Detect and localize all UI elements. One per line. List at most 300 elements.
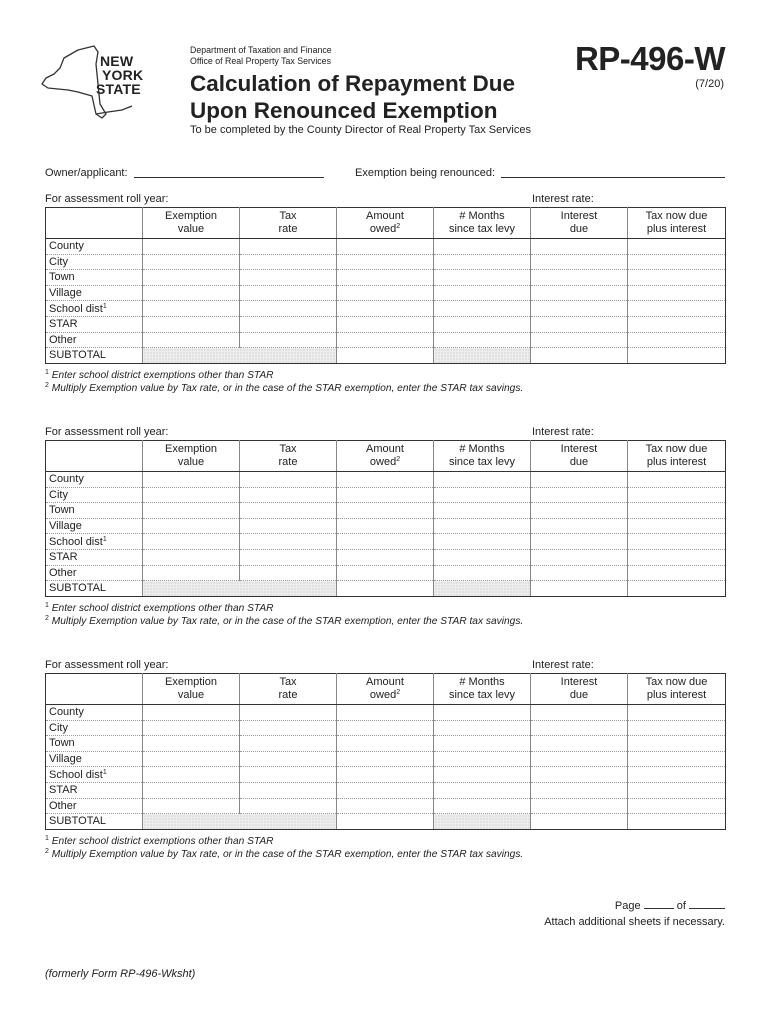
assessment-section-1 [45, 193, 725, 418]
entry-cell[interactable] [531, 332, 628, 348]
entry-cell[interactable] [143, 705, 240, 721]
column-header-line-2 [434, 456, 530, 469]
entry-cell[interactable] [628, 316, 726, 332]
attach-note: Attach additional sheets if necessary. [544, 916, 725, 928]
assessment-year-label: For assessment roll year: [45, 659, 169, 671]
page-of: of [676, 900, 686, 912]
owner-label: Owner/applicant: [45, 167, 128, 179]
row-label [46, 565, 143, 581]
table-row [46, 316, 726, 332]
entry-cell[interactable] [434, 767, 531, 783]
entry-cell[interactable] [337, 332, 434, 348]
column-header-text: value [177, 689, 205, 701]
entry-cell[interactable] [628, 782, 726, 798]
row-label [46, 751, 143, 767]
column-header-line-2 [434, 689, 530, 702]
column-header-line-2 [628, 223, 725, 236]
column-header-line-1: Tax now due [645, 443, 708, 455]
entry-cell[interactable] [143, 751, 240, 767]
footnote-number: 2 [45, 848, 49, 855]
column-header [531, 208, 628, 239]
column-header [143, 674, 240, 705]
entry-cell[interactable] [531, 720, 628, 736]
entry-cell[interactable] [434, 270, 531, 286]
footnote-number: 2 [45, 615, 49, 622]
entry-cell[interactable] [531, 316, 628, 332]
column-header [240, 441, 337, 472]
table-row [46, 348, 726, 364]
entry-cell[interactable] [143, 720, 240, 736]
assessment-section-3 [45, 659, 725, 884]
entry-cell[interactable] [531, 565, 628, 581]
footnote-ref: 2 [396, 456, 401, 463]
entry-cell[interactable] [240, 270, 337, 286]
column-header-text: plus interest [646, 689, 707, 701]
row-label-text: City [49, 488, 68, 501]
entry-cell[interactable] [434, 720, 531, 736]
entry-cell[interactable] [337, 705, 434, 721]
entry-cell[interactable] [628, 472, 726, 488]
entry-cell[interactable] [240, 239, 337, 255]
row-label-text: County [49, 706, 84, 719]
entry-cell[interactable] [240, 316, 337, 332]
entry-cell[interactable] [434, 565, 531, 581]
entry-cell[interactable] [240, 534, 337, 550]
logo-text-york: YORK [102, 67, 144, 83]
entry-cell[interactable] [143, 487, 240, 503]
entry-cell[interactable] [434, 254, 531, 270]
entry-cell[interactable] [628, 581, 726, 597]
entry-cell[interactable] [628, 270, 726, 286]
entry-cell[interactable] [531, 239, 628, 255]
table-row [46, 518, 726, 534]
footnote-1 [45, 370, 274, 381]
column-header [143, 441, 240, 472]
entry-cell[interactable] [240, 254, 337, 270]
row-label [46, 518, 143, 534]
entry-cell[interactable] [531, 534, 628, 550]
footnote-text: Multiply Exemption value by Tax rate, or in the case of the STAR exemption, enter the STAR tax savings. [51, 616, 524, 627]
column-header [143, 208, 240, 239]
entry-cell[interactable] [434, 239, 531, 255]
footnote-1 [45, 836, 274, 847]
entry-cell[interactable] [337, 581, 434, 597]
column-header-line-1: Interest [560, 676, 598, 688]
entry-cell[interactable] [628, 798, 726, 814]
entry-cell[interactable] [531, 798, 628, 814]
footnote-number: 1 [45, 602, 49, 609]
owner-field[interactable] [134, 177, 324, 178]
repayment-table [45, 207, 726, 364]
column-header-line-2 [628, 689, 725, 702]
column-header [337, 208, 434, 239]
entry-cell[interactable] [337, 503, 434, 519]
column-header [46, 674, 143, 705]
entry-cell[interactable] [143, 270, 240, 286]
column-header-line-2 [337, 223, 433, 236]
row-label [46, 301, 143, 317]
repayment-table [45, 440, 726, 597]
column-header-line-1: Tax now due [645, 676, 708, 688]
entry-cell[interactable] [337, 285, 434, 301]
shaded-cell [143, 814, 337, 830]
table-row [46, 239, 726, 255]
column-header-line-1: Tax [279, 443, 297, 455]
entry-cell[interactable] [240, 767, 337, 783]
entry-cell[interactable] [240, 301, 337, 317]
column-header-line-2 [434, 223, 530, 236]
entry-cell[interactable] [531, 705, 628, 721]
column-header [240, 674, 337, 705]
entry-cell[interactable] [337, 549, 434, 565]
column-header [337, 674, 434, 705]
entry-cell[interactable] [240, 472, 337, 488]
page-subtitle: To be completed by the County Director of Real Property Tax Services [190, 124, 531, 136]
row-label-text: School dist [49, 302, 103, 315]
column-header-text: due [569, 689, 589, 701]
entry-cell[interactable] [531, 581, 628, 597]
row-label [46, 767, 143, 783]
column-header-line-2 [531, 689, 627, 702]
entry-cell[interactable] [337, 782, 434, 798]
page-number-field[interactable] [644, 898, 674, 909]
entry-cell[interactable] [337, 751, 434, 767]
entry-cell[interactable] [337, 767, 434, 783]
row-label [46, 239, 143, 255]
entry-cell[interactable] [531, 301, 628, 317]
row-label-text: STAR [49, 551, 78, 564]
entry-cell[interactable] [531, 782, 628, 798]
column-header [628, 441, 726, 472]
column-header-text: value [177, 456, 205, 468]
footnote-2 [45, 383, 523, 394]
page-total-field[interactable] [689, 898, 725, 909]
column-header-line-1: Amount [366, 210, 404, 222]
column-header-line-2 [337, 689, 433, 702]
entry-cell[interactable] [143, 767, 240, 783]
row-label [46, 472, 143, 488]
entry-cell[interactable] [628, 301, 726, 317]
column-header-line-2 [240, 456, 336, 469]
row-label-text: STAR [49, 318, 78, 331]
column-header-text: owed [369, 689, 397, 701]
row-label [46, 348, 143, 364]
table-row [46, 565, 726, 581]
entry-cell[interactable] [337, 518, 434, 534]
entry-cell[interactable] [240, 751, 337, 767]
entry-cell[interactable] [240, 782, 337, 798]
table-row [46, 814, 726, 830]
entry-cell[interactable] [434, 518, 531, 534]
entry-cell[interactable] [434, 705, 531, 721]
table-header-row [46, 208, 726, 239]
entry-cell[interactable] [628, 767, 726, 783]
entry-cell[interactable] [143, 285, 240, 301]
entry-cell[interactable] [628, 332, 726, 348]
row-label-text: City [49, 721, 68, 734]
row-label [46, 705, 143, 721]
row-label [46, 782, 143, 798]
footnote-ref: 2 [396, 223, 401, 230]
row-label-text: County [49, 240, 84, 253]
entry-cell[interactable] [143, 534, 240, 550]
entry-cell[interactable] [337, 316, 434, 332]
entry-cell[interactable] [628, 239, 726, 255]
column-header-line-2 [240, 223, 336, 236]
entry-cell[interactable] [531, 736, 628, 752]
entry-cell[interactable] [531, 254, 628, 270]
repayment-table [45, 673, 726, 830]
column-header-text: since tax levy [448, 456, 516, 468]
entry-cell[interactable] [531, 767, 628, 783]
footnote-text: Enter school district exemptions other than STAR [51, 836, 274, 847]
logo-text-state: STATE [96, 81, 141, 97]
footnote-2 [45, 616, 523, 627]
entry-cell[interactable] [628, 565, 726, 581]
entry-cell[interactable] [337, 487, 434, 503]
entry-cell[interactable] [628, 487, 726, 503]
row-label [46, 534, 143, 550]
entry-cell[interactable] [531, 472, 628, 488]
entry-cell[interactable] [531, 518, 628, 534]
entry-cell[interactable] [434, 736, 531, 752]
entry-cell[interactable] [628, 348, 726, 364]
column-header-line-1: Amount [366, 676, 404, 688]
entry-cell[interactable] [143, 239, 240, 255]
row-label [46, 270, 143, 286]
entry-cell[interactable] [240, 736, 337, 752]
office-name: Office of Real Property Tax Services [190, 56, 331, 66]
entry-cell[interactable] [434, 487, 531, 503]
exemption-renounced-field[interactable] [501, 177, 725, 178]
entry-cell[interactable] [434, 751, 531, 767]
shaded-cell [143, 581, 337, 597]
footnote-text: Enter school district exemptions other than STAR [51, 370, 274, 381]
entry-cell[interactable] [337, 814, 434, 830]
entry-cell[interactable] [240, 503, 337, 519]
table-row [46, 270, 726, 286]
entry-cell[interactable] [628, 720, 726, 736]
shaded-cell [434, 348, 531, 364]
entry-cell[interactable] [337, 270, 434, 286]
exemption-renounced-label: Exemption being renounced: [355, 167, 496, 179]
column-header-text: plus interest [646, 223, 707, 235]
column-header-text: due [569, 223, 589, 235]
entry-cell[interactable] [434, 503, 531, 519]
row-label-text: Village [49, 520, 82, 533]
entry-cell[interactable] [337, 254, 434, 270]
page-title [190, 70, 515, 124]
column-header [434, 208, 531, 239]
footnote-number: 1 [45, 835, 49, 842]
entry-cell[interactable] [143, 736, 240, 752]
entry-cell[interactable] [240, 798, 337, 814]
logo-text-new: NEW [100, 53, 134, 69]
entry-cell[interactable] [434, 301, 531, 317]
entry-cell[interactable] [337, 720, 434, 736]
column-header-text: since tax levy [448, 689, 516, 701]
entry-cell[interactable] [531, 487, 628, 503]
table-row [46, 487, 726, 503]
entry-cell[interactable] [434, 798, 531, 814]
entry-cell[interactable] [628, 705, 726, 721]
entry-cell[interactable] [143, 332, 240, 348]
table-row [46, 581, 726, 597]
entry-cell[interactable] [240, 565, 337, 581]
column-header-line-1: Interest [560, 443, 598, 455]
entry-cell[interactable] [337, 534, 434, 550]
entry-cell[interactable] [143, 503, 240, 519]
entry-cell[interactable] [531, 814, 628, 830]
column-header-line-1: Tax [279, 210, 297, 222]
footnote-1 [45, 603, 274, 614]
entry-cell[interactable] [143, 782, 240, 798]
entry-cell[interactable] [143, 316, 240, 332]
entry-cell[interactable] [531, 285, 628, 301]
row-label [46, 720, 143, 736]
column-header-text: rate [278, 456, 298, 468]
row-label-text: School dist [49, 768, 103, 781]
entry-cell[interactable] [628, 534, 726, 550]
entry-cell[interactable] [337, 565, 434, 581]
form-number: RP-496-W [574, 40, 725, 77]
entry-cell[interactable] [628, 736, 726, 752]
entry-cell[interactable] [143, 472, 240, 488]
table-row [46, 332, 726, 348]
entry-cell[interactable] [531, 503, 628, 519]
entry-cell[interactable] [434, 332, 531, 348]
entry-cell[interactable] [240, 518, 337, 534]
row-label [46, 487, 143, 503]
entry-cell[interactable] [337, 798, 434, 814]
row-label [46, 549, 143, 565]
assessment-year-label: For assessment roll year: [45, 426, 169, 438]
entry-cell[interactable] [143, 549, 240, 565]
column-header [337, 441, 434, 472]
entry-cell[interactable] [240, 285, 337, 301]
column-header-text: plus interest [646, 456, 707, 468]
column-header-line-2 [531, 456, 627, 469]
entry-cell[interactable] [143, 518, 240, 534]
entry-cell[interactable] [531, 270, 628, 286]
entry-cell[interactable] [434, 316, 531, 332]
entry-cell[interactable] [337, 736, 434, 752]
entry-cell[interactable] [628, 254, 726, 270]
column-header-line-1: Exemption [165, 210, 217, 222]
row-label [46, 814, 143, 830]
entry-cell[interactable] [628, 549, 726, 565]
footnote-ref: 1 [102, 302, 107, 310]
table-header-row [46, 674, 726, 705]
shaded-cell [143, 348, 337, 364]
entry-cell[interactable] [337, 472, 434, 488]
entry-cell[interactable] [628, 503, 726, 519]
row-label-text: Other [49, 566, 77, 579]
entry-cell[interactable] [628, 751, 726, 767]
table-row [46, 254, 726, 270]
entry-cell[interactable] [531, 348, 628, 364]
entry-cell[interactable] [434, 782, 531, 798]
column-header [46, 208, 143, 239]
entry-cell[interactable] [337, 301, 434, 317]
entry-cell[interactable] [434, 534, 531, 550]
entry-cell[interactable] [337, 239, 434, 255]
column-header-line-1: # Months [459, 443, 505, 455]
table-row [46, 534, 726, 550]
column-header-line-1: Exemption [165, 676, 217, 688]
shaded-cell [434, 814, 531, 830]
entry-cell[interactable] [628, 814, 726, 830]
entry-cell[interactable] [434, 549, 531, 565]
column-header-text: rate [278, 223, 298, 235]
column-header-text: rate [278, 689, 298, 701]
entry-cell[interactable] [628, 518, 726, 534]
table-row [46, 705, 726, 721]
entry-cell[interactable] [143, 254, 240, 270]
footnote-text: Enter school district exemptions other than STAR [51, 603, 274, 614]
column-header-text: value [177, 223, 205, 235]
entry-cell[interactable] [531, 751, 628, 767]
row-label [46, 332, 143, 348]
entry-cell[interactable] [240, 549, 337, 565]
column-header-line-1: # Months [459, 210, 505, 222]
assessment-year-label: For assessment roll year: [45, 193, 169, 205]
column-header-line-1: Tax [279, 676, 297, 688]
entry-cell[interactable] [240, 705, 337, 721]
row-label-text: County [49, 473, 84, 486]
entry-cell[interactable] [143, 565, 240, 581]
column-header-text: owed [369, 456, 397, 468]
footnote-ref: 1 [102, 535, 107, 543]
footnote-ref: 1 [102, 768, 107, 776]
column-header-line-2 [240, 689, 336, 702]
entry-cell[interactable] [337, 348, 434, 364]
entry-cell[interactable] [240, 720, 337, 736]
column-header [434, 441, 531, 472]
department-block [190, 45, 332, 67]
row-label [46, 798, 143, 814]
column-header-line-2 [143, 223, 239, 236]
entry-cell[interactable] [531, 549, 628, 565]
entry-cell[interactable] [240, 487, 337, 503]
entry-cell[interactable] [434, 285, 531, 301]
table-row [46, 782, 726, 798]
table-row [46, 472, 726, 488]
assessment-section-2 [45, 426, 725, 651]
row-label-text: Town [49, 737, 75, 750]
entry-cell[interactable] [143, 798, 240, 814]
entry-cell[interactable] [434, 472, 531, 488]
entry-cell[interactable] [240, 332, 337, 348]
entry-cell[interactable] [143, 301, 240, 317]
table-header-row [46, 441, 726, 472]
column-header [628, 674, 726, 705]
entry-cell[interactable] [628, 285, 726, 301]
footnote-text: Multiply Exemption value by Tax rate, or in the case of the STAR exemption, enter the STAR tax savings. [51, 383, 524, 394]
column-header-line-2 [531, 223, 627, 236]
interest-rate-label: Interest rate: [532, 426, 594, 438]
row-label [46, 581, 143, 597]
nys-logo [38, 44, 158, 124]
former-form-note: (formerly Form RP-496-Wksht) [45, 968, 196, 980]
row-label-text: Town [49, 271, 75, 284]
column-header-line-2 [143, 456, 239, 469]
table-row [46, 767, 726, 783]
row-label-text: Other [49, 799, 77, 812]
column-header-text: due [569, 456, 589, 468]
row-label-text: SUBTOTAL [49, 582, 107, 595]
interest-rate-label: Interest rate: [532, 193, 594, 205]
